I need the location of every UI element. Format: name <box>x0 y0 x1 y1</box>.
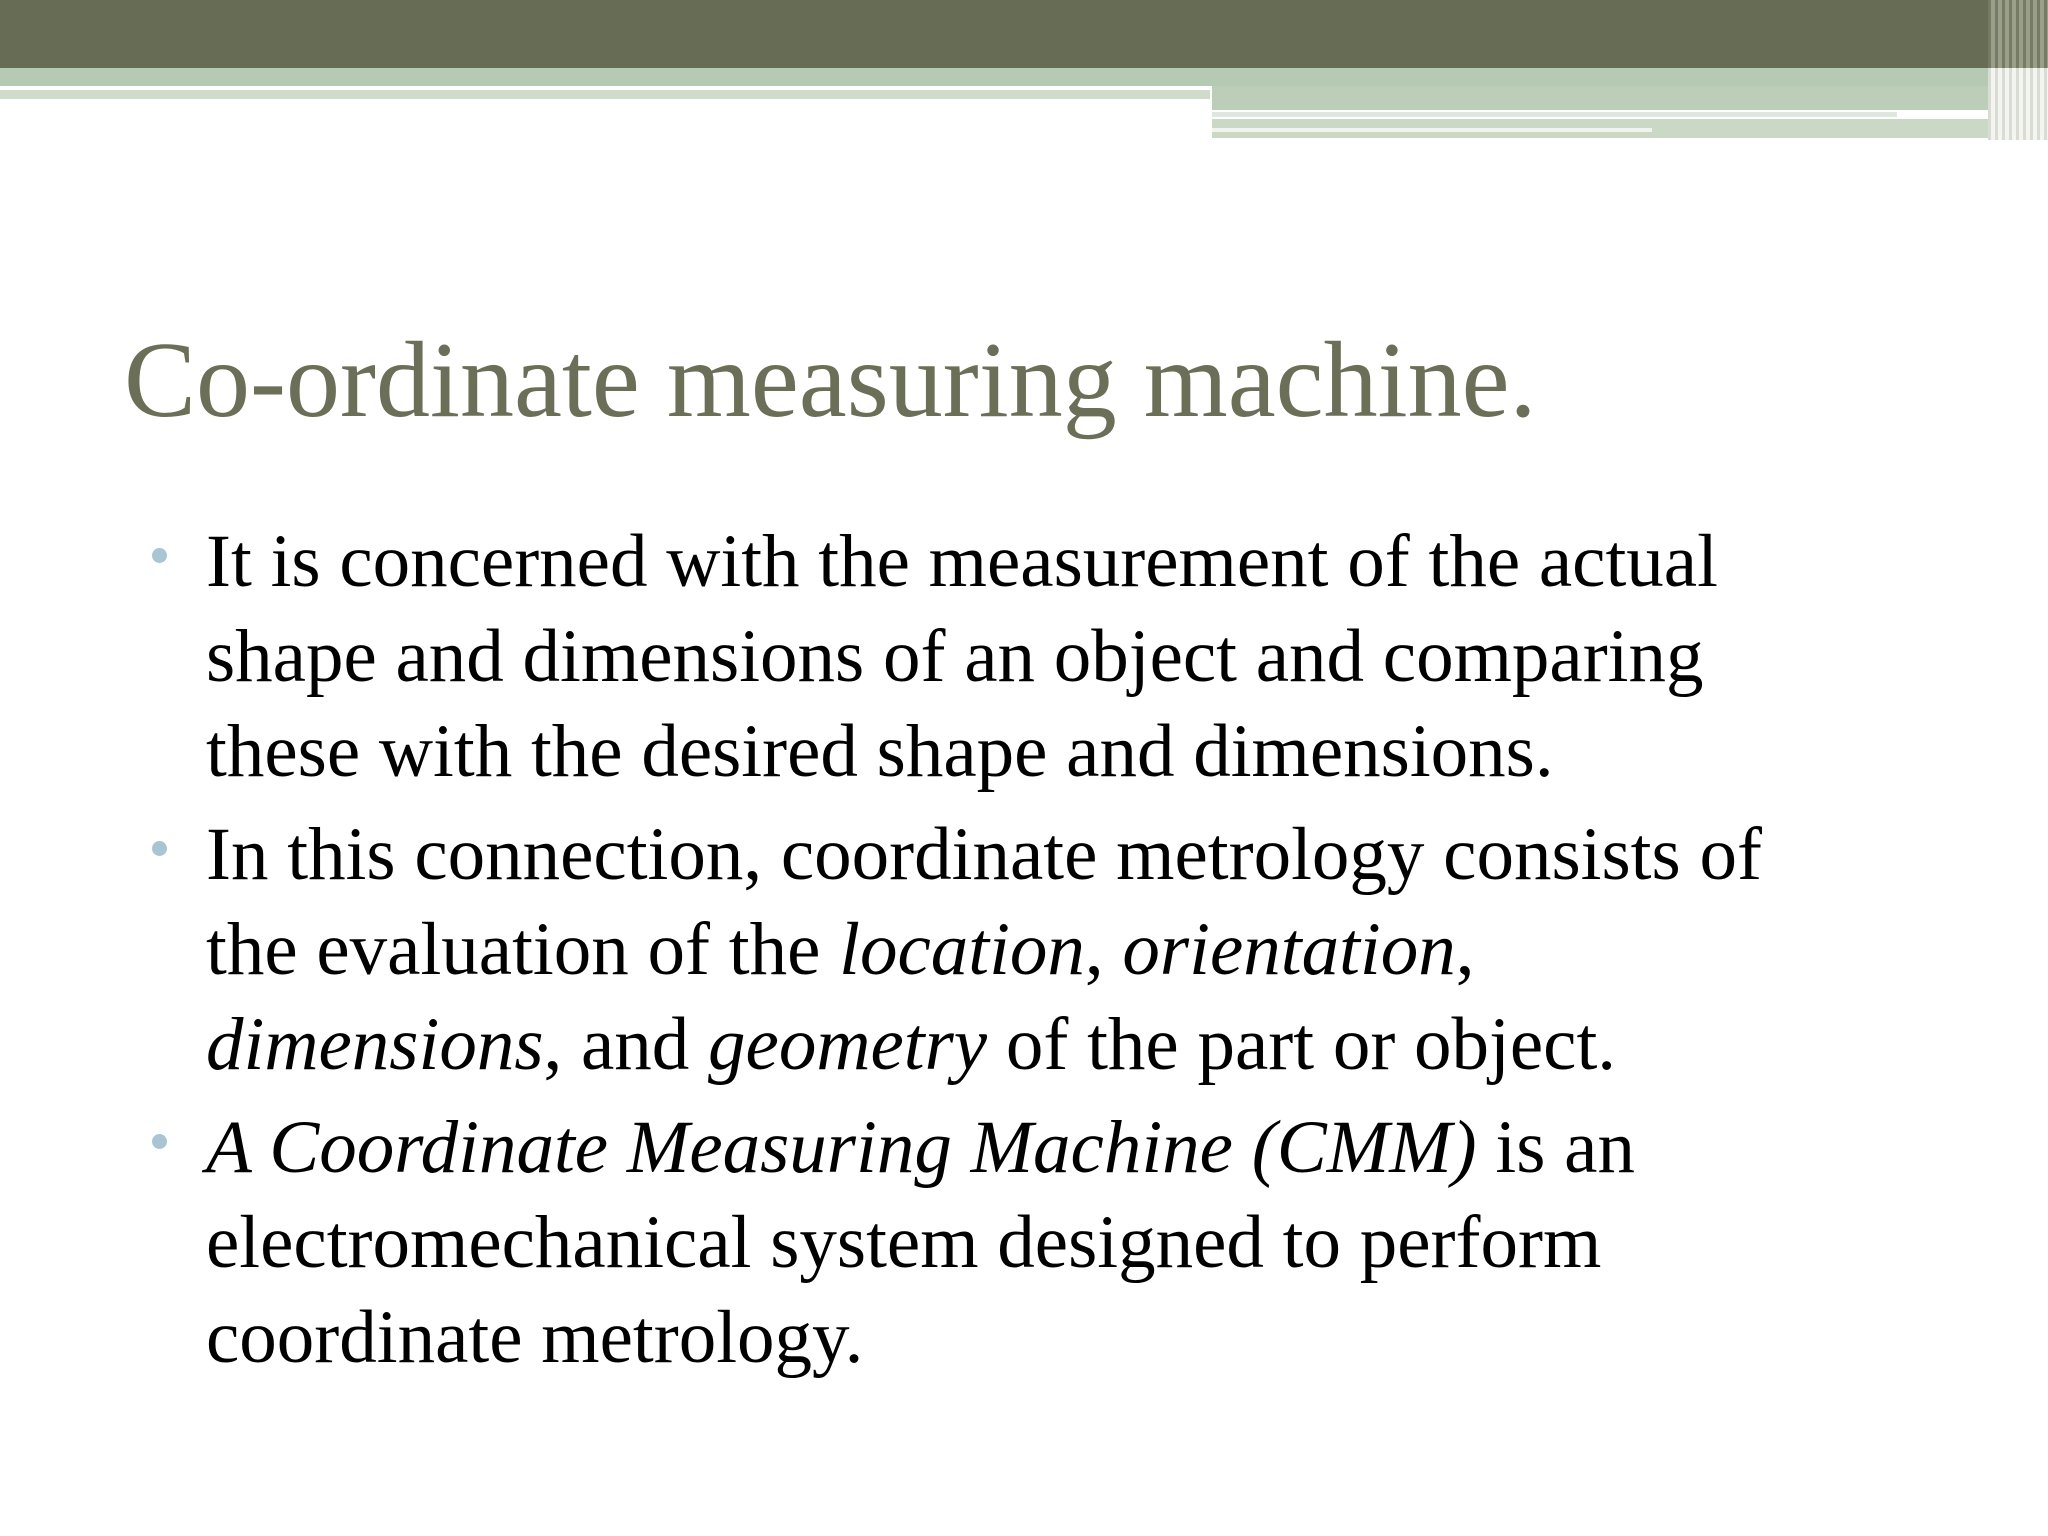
slide-title: Co-ordinate measuring machine. <box>124 321 1537 440</box>
italic-term-dimensions: dimensions <box>206 1003 544 1086</box>
bullet-3-line-1 <box>206 1100 2026 1195</box>
italic-term-orientation: orientation <box>1122 908 1456 991</box>
header-thin-line <box>1212 112 1897 117</box>
text-run: is an <box>1476 1106 1635 1189</box>
bullet-2-line-1: In this connection, coordinate metrology consists of <box>206 813 1762 896</box>
bullet-dot-icon <box>152 548 167 563</box>
italic-term-cmm: A Coordinate Measuring Machine (CMM) <box>206 1106 1477 1189</box>
bullet-1-line-3: these with the desired shape and dimensions. <box>206 710 1554 793</box>
italic-term-location: location <box>839 908 1085 991</box>
header-band-dark <box>0 0 2048 68</box>
header-stripes-dark <box>1988 0 2048 68</box>
bullet-item-2 <box>206 807 2026 1092</box>
header-band-light <box>0 68 2048 86</box>
text-run: the evaluation of the <box>206 908 840 991</box>
header-band-right-strip <box>1212 86 2048 110</box>
bullet-2-line-3 <box>206 997 2026 1092</box>
bullet-dot-icon <box>152 1134 167 1149</box>
text-run: , <box>1084 908 1123 991</box>
italic-term-geometry: geometry <box>708 1003 988 1086</box>
bullet-item-3 <box>206 1100 2026 1385</box>
header-highlight-line <box>1212 128 1652 132</box>
header-band-left-strip <box>0 90 1210 99</box>
text-run: , <box>1455 908 1475 991</box>
bullet-item-1 <box>206 514 2026 799</box>
text-run: , and <box>543 1003 709 1086</box>
bullet-1-line-1: It is concerned with the measurement of the actual <box>206 520 1718 603</box>
text-run: of the part or object. <box>987 1003 1617 1086</box>
bullet-dot-icon <box>152 841 167 856</box>
bullet-1-line-2: shape and dimensions of an object and comparing <box>206 615 1704 698</box>
bullet-3-line-3: coordinate metrology. <box>206 1296 864 1379</box>
bullet-3-line-2: electromechanical system designed to perform <box>206 1201 1602 1284</box>
bullet-2-line-2 <box>206 902 2026 997</box>
bullet-list <box>206 514 2026 1393</box>
